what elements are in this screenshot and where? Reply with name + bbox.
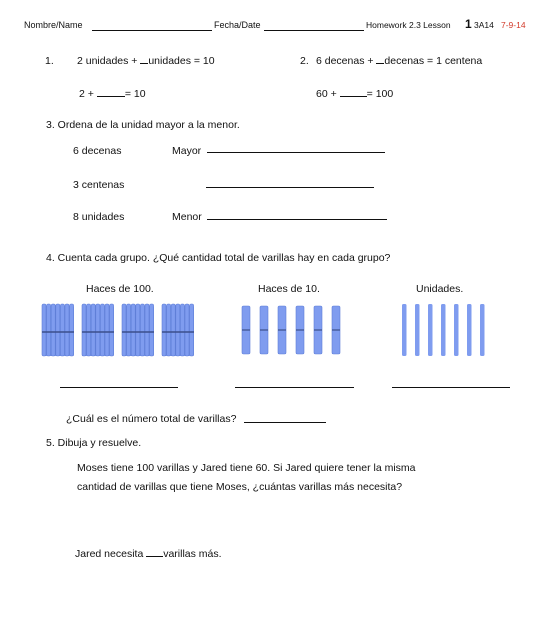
hundred-bundle	[42, 304, 74, 356]
rod	[47, 304, 51, 356]
rod	[140, 304, 144, 356]
q3-item-3: 8 unidades	[73, 211, 125, 223]
q5-story-line1: Moses tiene 100 varillas y Jared tiene 60. Si Jared quiere tener la misma	[77, 462, 416, 474]
q3-answer-line-3[interactable]	[207, 219, 387, 220]
hundred-bundle	[122, 304, 154, 356]
q1-line2-b: = 10	[124, 88, 146, 100]
rod	[96, 304, 100, 356]
q5-answer-a: Jared necesita	[75, 548, 147, 560]
q4-answer-tens[interactable]	[235, 387, 354, 388]
rod	[176, 304, 180, 356]
date-field[interactable]	[264, 30, 364, 31]
q1-line2-a: 2 +	[79, 88, 97, 100]
q1-line1-b: unidades = 10	[148, 55, 215, 67]
q5-answer-b: varillas más.	[163, 548, 222, 560]
rod	[145, 304, 149, 356]
class-code: 3A14	[474, 20, 494, 30]
one-stick	[467, 304, 472, 356]
tens-bundles-image	[238, 300, 358, 360]
one-stick	[428, 304, 433, 356]
rod	[185, 304, 189, 356]
q2-line1-a: 6 decenas +	[316, 55, 377, 67]
label-ones: Unidades.	[416, 283, 464, 295]
lesson-number: 1	[465, 17, 472, 31]
rod	[105, 304, 109, 356]
q1-line2	[79, 88, 146, 100]
rod	[87, 304, 91, 356]
q5-answer	[75, 548, 222, 560]
one-stick	[454, 304, 459, 356]
q3-item-2: 3 centenas	[73, 179, 125, 191]
rod	[150, 304, 154, 356]
name-field[interactable]	[92, 30, 212, 31]
label-tens: Haces de 10.	[258, 283, 320, 295]
one-stick	[441, 304, 446, 356]
date-label: Fecha/Date	[214, 20, 261, 30]
rod	[82, 304, 86, 356]
rod	[131, 304, 135, 356]
q2-line2-b: = 100	[366, 88, 394, 100]
q2-line1-b: decenas = 1 centena	[384, 55, 483, 67]
rod	[171, 304, 175, 356]
ones-sticks-image	[398, 300, 508, 360]
one-stick	[480, 304, 485, 356]
q4-answer-ones[interactable]	[392, 387, 510, 388]
rod	[110, 304, 114, 356]
rod	[65, 304, 69, 356]
q3-answer-line-1[interactable]	[207, 152, 385, 153]
rod	[127, 304, 131, 356]
rod	[91, 304, 95, 356]
q3-item-1: 6 decenas	[73, 145, 122, 157]
rod	[136, 304, 140, 356]
one-stick	[402, 304, 407, 356]
rod	[122, 304, 126, 356]
header-date: 7-9-14	[501, 20, 526, 30]
homework-label: Homework 2.3 Lesson	[366, 20, 451, 30]
rod	[42, 304, 46, 356]
rod	[70, 304, 74, 356]
rod	[190, 304, 194, 356]
q2-line2-a: 60 +	[316, 88, 340, 100]
q4-prompt: 4. Cuenta cada grupo. ¿Qué cantidad total de varillas hay en cada grupo?	[46, 252, 391, 264]
q2-number: 2.	[300, 55, 309, 67]
q3-menor-label: Menor	[172, 211, 202, 223]
q3-prompt: 3. Ordena de la unidad mayor a la menor.	[46, 119, 240, 131]
q2-line2	[316, 88, 393, 100]
hundred-bundle	[82, 304, 114, 356]
q2-blank-2[interactable]	[340, 96, 367, 97]
q3-answer-line-2[interactable]	[206, 187, 374, 188]
q4-total-answer[interactable]	[244, 422, 326, 423]
q5-answer-blank[interactable]	[146, 556, 163, 557]
rod	[51, 304, 55, 356]
rod	[60, 304, 64, 356]
q5-story-line2: cantidad de varillas que tiene Moses, ¿cuántas varillas más necesita?	[77, 481, 403, 493]
hundreds-bundles-image	[40, 300, 200, 360]
q1-line1	[77, 55, 215, 67]
q4-total-question: ¿Cuál es el número total de varillas?	[66, 413, 237, 425]
q5-prompt: 5. Dibuja y resuelve.	[46, 437, 142, 449]
label-hundreds: Haces de 100.	[86, 283, 154, 295]
rod	[180, 304, 184, 356]
rod	[167, 304, 171, 356]
name-label: Nombre/Name	[24, 20, 83, 30]
q4-answer-hundreds[interactable]	[60, 387, 178, 388]
rod	[56, 304, 60, 356]
q3-mayor-label: Mayor	[172, 145, 202, 157]
q2-line1	[316, 55, 482, 67]
q1-number: 1.	[45, 55, 54, 67]
hundred-bundle	[162, 304, 194, 356]
q1-line1-a: 2 unidades +	[77, 55, 141, 67]
rod	[100, 304, 104, 356]
q1-blank-2[interactable]	[97, 96, 125, 97]
one-stick	[415, 304, 420, 356]
rod	[162, 304, 166, 356]
